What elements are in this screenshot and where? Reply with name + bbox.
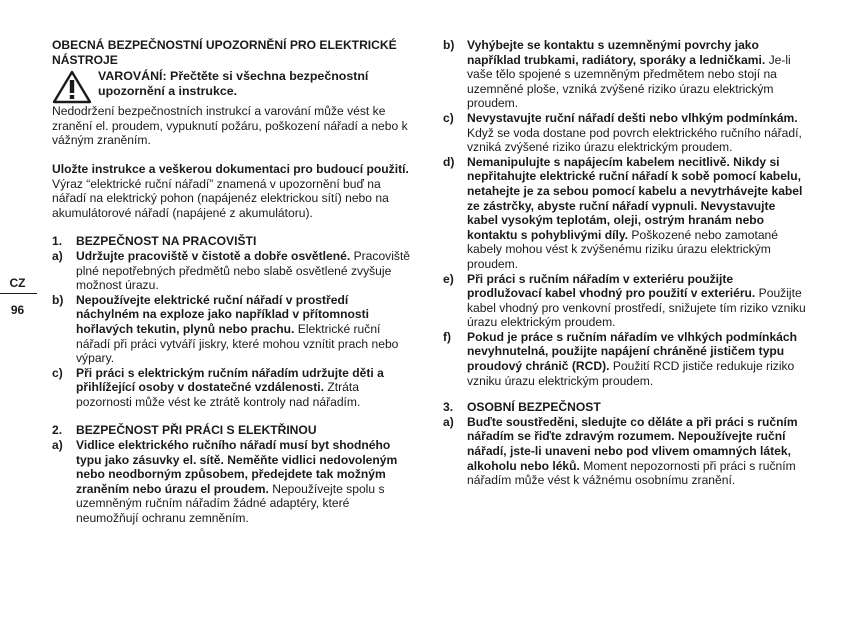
section-2-heading: 2. BEZPEČNOST PŘI PRÁCI S ELEKTŘINOU xyxy=(52,423,317,438)
list-item: d) Nemanipulujte s napájecím kabelem necitlivě. Nikdy si nepřitahujte elektrické ruční nářadí k sobě pomocí kabelu, netahejte je za sebou pomocí kabelu a nevytrhávejte kabel ze zástrčky, abyste ruční nářadí vypnuli. Nevystavujte kabel vysokým teplotám, oleji, ostrým hranám nebo kontaktu s pohyblivými díly. Poškozené nebo zamotané kabely mohou vést k zvýšenému riziku úrazu elektrickým proudem. xyxy=(443,154,803,271)
warning-text: Nedodržení bezpečnostních instrukcí a varování může vést ke zranění el. proudem, vypuknutí požáru, poškození nářadí a nebo k vážným zraněním. xyxy=(52,104,408,148)
warning-triangle-icon xyxy=(52,70,92,104)
list-item: a) Udržujte pracoviště v čistotě a dobře osvětlené. Pracoviště plné nepotřebných předmětů nebo slabě osvětlené zvyšuje možnost úrazu. xyxy=(52,248,411,293)
list-item: b) Vyhýbejte se kontaktu s uzemněnými povrchy jako například trubkami, radiátory, sporáky a ledničkami. Je-li vaše tělo spojené s uzemněným předmětem nebo stojí na uzemněné ploše, vzniká zvýšené riziko úrazu elektrickým proudem. xyxy=(443,38,791,111)
list-item: b) Nepoužívejte elektrické ruční nářadí v prostředí náchylném na exploze jako například v přítomnosti hořlavých tekutin, plynů nebo prachu. Elektrické ruční nářadí při práci vytváří jiskry, které mohou vznítit prach nebo výpary. xyxy=(52,292,399,366)
list-item: c) Nevystavujte ruční nářadí dešti nebo vlhkým podmínkám. Když se voda dostane pod povrch elektrického ručního nářadí, vzniká zvýšené riziko úrazu elektrickým proudem. xyxy=(443,110,802,155)
side-divider xyxy=(0,293,37,294)
right-column xyxy=(443,38,808,488)
warning-block xyxy=(52,69,412,104)
list-item: e) Při práci s ručním nářadím v exteriéru použijte prodlužovací kabel vhodný pro použití v exteriéru. Použijte kabel vhodný pro venkovní prostředí, snižujete tím riziko vzniku úrazu elektrickým proudem. xyxy=(443,271,806,330)
warning-heading: VAROVÁNÍ: Přečtěte si všechna bezpečnostní upozornění a instrukce. xyxy=(98,69,369,98)
list-item: a) Vidlice elektrického ručního nářadí musí byt shodného typu jako zásuvky el. sítě. Neměňte vidlici nedovoleným nebo neodborným způsobem, předejdete tak možným zraněním nebo úrazu el proudem. Nepoužívejte spolu s uzemněným ručním nářadím žádné adaptéry, které neumožňují ochranu zemněním. xyxy=(52,438,398,526)
list-item: f) Pokud je práce s ručním nářadím ve vlhkých podmínkách nevyhnutelná, použijte napájení chráněné jističem typu proudový chránič (RCD). Použití RCD jističe redukuje riziko vzniku úrazu elektrickým proudem. xyxy=(443,329,798,388)
list-item: a) Buďte soustředěni, sledujte co děláte a při práci s ručním nářadím se řiďte zdravým rozumem. Nepoužívejte ruční nářadí, jste-li unaveni nebo pod vlivem omamných látek, alkoholu nebo léků. Moment nepozornosti při práci s ručním nářadím může vést k vážnému osobnímu zranění. xyxy=(443,414,798,488)
save-instructions-heading: Uložte instrukce a veškerou dokumentaci pro budoucí použití. xyxy=(52,161,409,176)
language-tab: CZ xyxy=(9,276,26,290)
left-column xyxy=(52,38,412,526)
section-title: OBECNÁ BEZPEČNOSTNÍ UPOZORNĚNÍ PRO ELEKTRICKÉ NÁSTROJE xyxy=(52,38,397,67)
save-instructions-text: Výraz “elektrické ruční nářadí” znamená v upozornění buď na nářadí na elektrický pohon (napájenéz elektrickou sítí) nebo na akumulátorové nářadí (napájené z akumulátoru). xyxy=(52,176,389,220)
section-1-heading: 1. BEZPEČNOST NA PRACOVIŠTI xyxy=(52,234,257,249)
section-3-heading: 3. OSOBNÍ BEZPEČNOST xyxy=(443,400,601,415)
list-item: c) Při práci s elektrickým ručním nářadím udržujte děti a přihlížející osoby v dostatečné vzdálenosti. Ztráta pozornosti může vést ke ztrátě kontroly nad nářadím. xyxy=(52,365,384,409)
page-number: 96 xyxy=(10,303,25,317)
